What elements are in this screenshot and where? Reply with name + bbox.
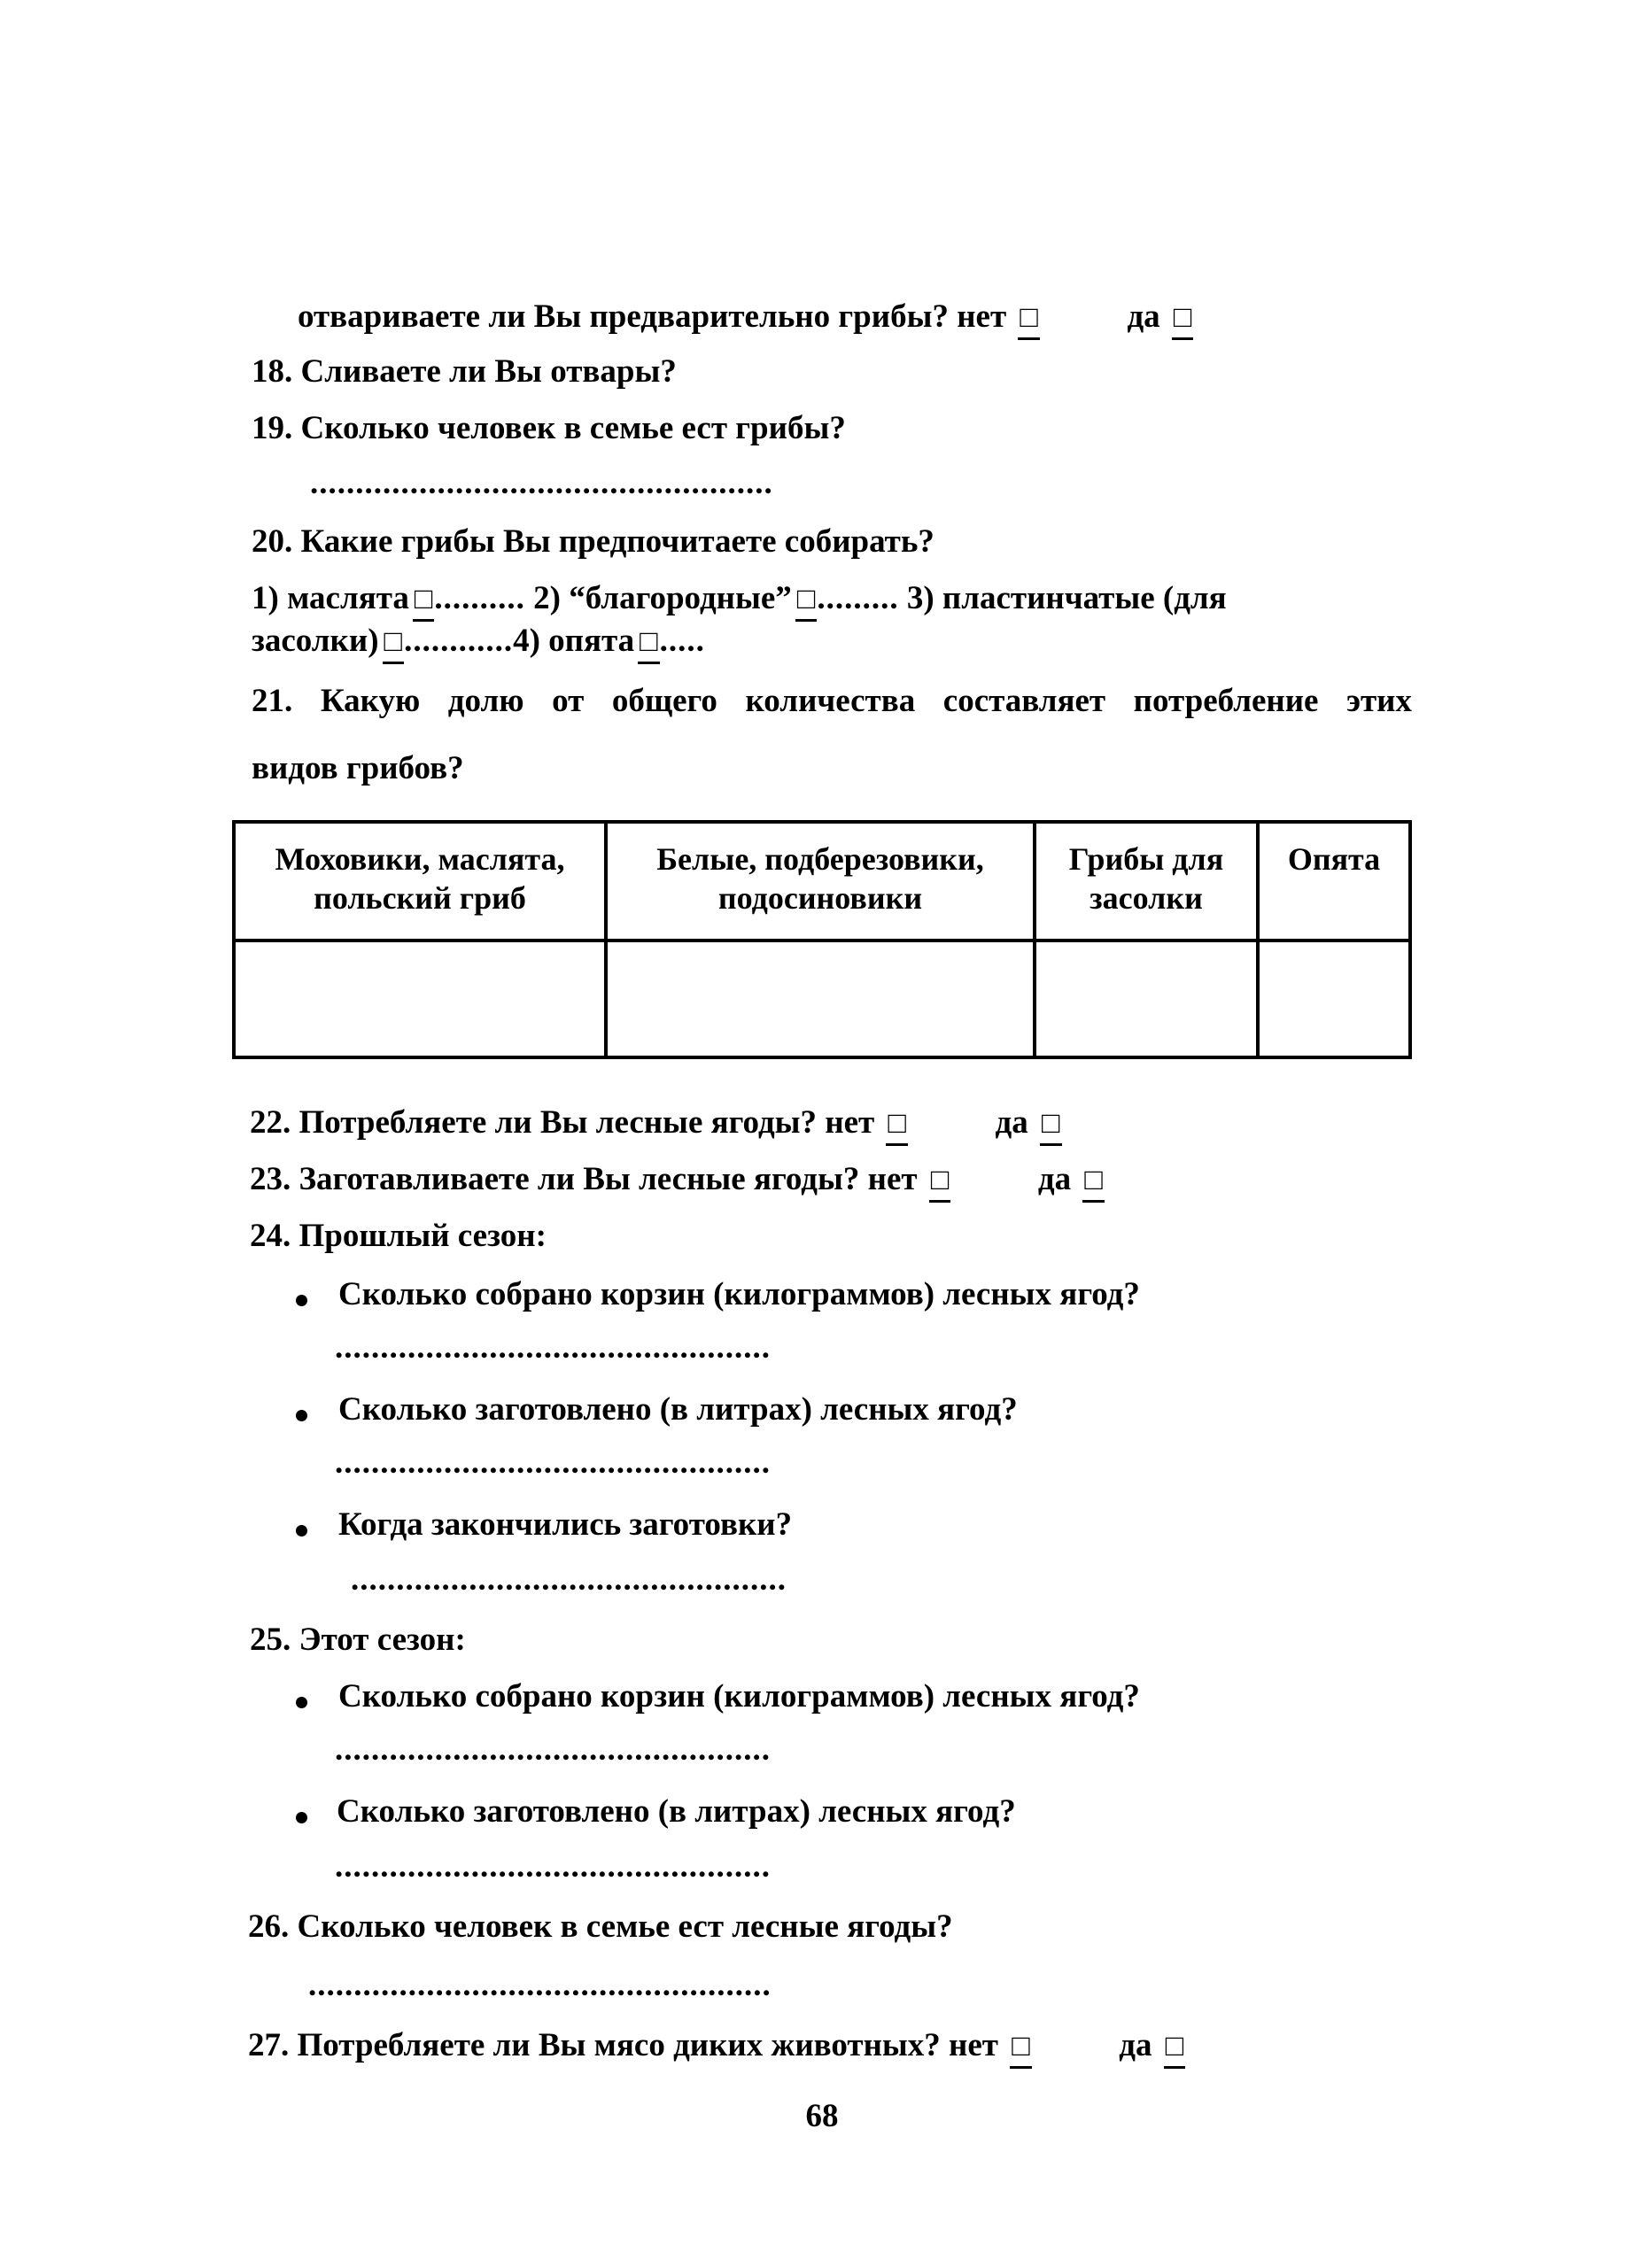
q21-question-line1: 21. Какую долю от общего количества составляет потребление этих [252, 683, 1412, 719]
q20-opt4-checkbox[interactable]: □ [638, 623, 660, 664]
q24-bullet3: Когда закончились заготовки? [338, 1506, 793, 1543]
q25-bullet2-dots[interactable]: ................................................ [335, 1848, 771, 1885]
page-number: 68 [805, 2098, 839, 2134]
q20-opt4-dots: ..... [659, 623, 705, 659]
q25-bullet1: Сколько собрано корзин (килограммов) лесных ягод? [338, 1678, 1140, 1715]
q17-yes-label: да [1127, 298, 1160, 335]
q24-bullet1: Сколько собрано корзин (килограммов) лесных ягод? [338, 1276, 1140, 1312]
q20-question: 20. Какие грибы Вы предпочитаете собирать? [252, 523, 934, 560]
q24-bullet2-dots[interactable]: ................................................ [335, 1444, 771, 1481]
bullet-icon [296, 1525, 307, 1537]
bullet-icon [296, 1697, 307, 1708]
q23-no-checkbox[interactable]: □ [929, 1161, 951, 1203]
q20-opt3-dots: ............ [404, 623, 514, 659]
q23-yes-label: да [1037, 1161, 1072, 1197]
q19-question: 19. Сколько человек в семье ест грибы? [252, 410, 846, 446]
q27-no-checkbox[interactable]: □ [1010, 2027, 1032, 2069]
q20-opt3-label-cont: засолки) [252, 623, 379, 659]
q20-opt3-label: 3) пластинчатые (для [906, 580, 1227, 616]
q18-question: 18. Сливаете ли Вы отвары? [252, 353, 677, 390]
table-row [234, 940, 1410, 1057]
q17-yes-checkbox[interactable]: □ [1172, 298, 1194, 340]
q22-no-checkbox[interactable]: □ [886, 1104, 908, 1146]
q24-question: 24. Прошлый сезон: [250, 1218, 547, 1254]
q27-yes-checkbox[interactable]: □ [1164, 2027, 1186, 2069]
q24-bullet3-dots[interactable]: ................................................ [351, 1561, 787, 1598]
q24-bullet1-dots[interactable]: ................................................ [335, 1329, 771, 1366]
q20-opt4-label: 4) опята [513, 623, 635, 659]
q22-text: 22. Потребляете ли Вы лесные ягоды? [250, 1104, 818, 1141]
q17-line [298, 298, 1193, 340]
table-header-col3: Грибы для засолки [1035, 822, 1258, 940]
q26-question: 26. Сколько человек в семье ест лесные ягоды? [248, 1908, 953, 1945]
q22-line [250, 1103, 1062, 1146]
q20-opt2-checkbox[interactable]: □ [795, 580, 818, 622]
q22-yes-label: да [995, 1104, 1028, 1141]
q23-text: 23. Заготавливаете ли Вы лесные ягоды? [250, 1161, 860, 1197]
q23-line [250, 1160, 1105, 1203]
table-header-col2: Белые, подберезовики, подосиновики [606, 822, 1035, 940]
q22-no-label: нет [825, 1104, 875, 1141]
q23-no-label: нет [867, 1161, 918, 1197]
table-header-row [234, 822, 1410, 940]
q23-yes-checkbox[interactable]: □ [1082, 1161, 1105, 1203]
q17-text: отвариваете ли Вы предварительно грибы? [298, 298, 949, 335]
q27-line [248, 2026, 1185, 2069]
table-cell-col3[interactable] [1035, 940, 1258, 1057]
table-header-col4: Опята [1258, 822, 1410, 940]
bullet-icon [296, 1410, 307, 1421]
q19-answer-dots[interactable]: ................................................... [310, 465, 773, 501]
q25-bullet1-dots[interactable]: ................................................ [335, 1731, 771, 1768]
q25-question: 25. Этот сезон: [250, 1622, 466, 1658]
q25-bullet2: Сколько заготовлено (в литрах) лесных ягод? [337, 1793, 1016, 1830]
table-cell-col1[interactable] [234, 940, 606, 1057]
q21-share-table [232, 820, 1412, 1059]
table-header-col1: Моховики, маслята, польский гриб [234, 822, 606, 940]
q20-opt2-dots: ......... [817, 580, 899, 616]
q20-options-line2 [252, 622, 705, 664]
bullet-icon [296, 1295, 307, 1306]
q17-no-checkbox[interactable]: □ [1018, 298, 1040, 340]
q20-opt1-dots: .......... [434, 580, 525, 616]
q20-opt2-label: 2) “благородные” [533, 580, 792, 616]
q22-yes-checkbox[interactable]: □ [1040, 1104, 1062, 1146]
q27-no-label: нет [949, 2027, 998, 2063]
q20-opt1-checkbox[interactable]: □ [413, 580, 435, 622]
q24-bullet2: Сколько заготовлено (в литрах) лесных ягод? [338, 1391, 1018, 1428]
table-cell-col2[interactable] [606, 940, 1035, 1057]
q17-no-label: нет [957, 298, 1007, 335]
q27-yes-label: да [1119, 2027, 1152, 2063]
q20-opt1-label: 1) маслята [252, 580, 409, 616]
q21-question-line2: видов грибов? [252, 750, 464, 786]
q20-opt3-checkbox[interactable]: □ [383, 623, 405, 664]
q20-options-line1 [252, 579, 1227, 622]
bullet-icon [296, 1812, 307, 1823]
table-cell-col4[interactable] [1258, 940, 1410, 1057]
q27-text: 27. Потребляете ли Вы мясо диких животных? [248, 2027, 941, 2063]
q26-answer-dots[interactable]: ................................................... [308, 1967, 772, 2003]
